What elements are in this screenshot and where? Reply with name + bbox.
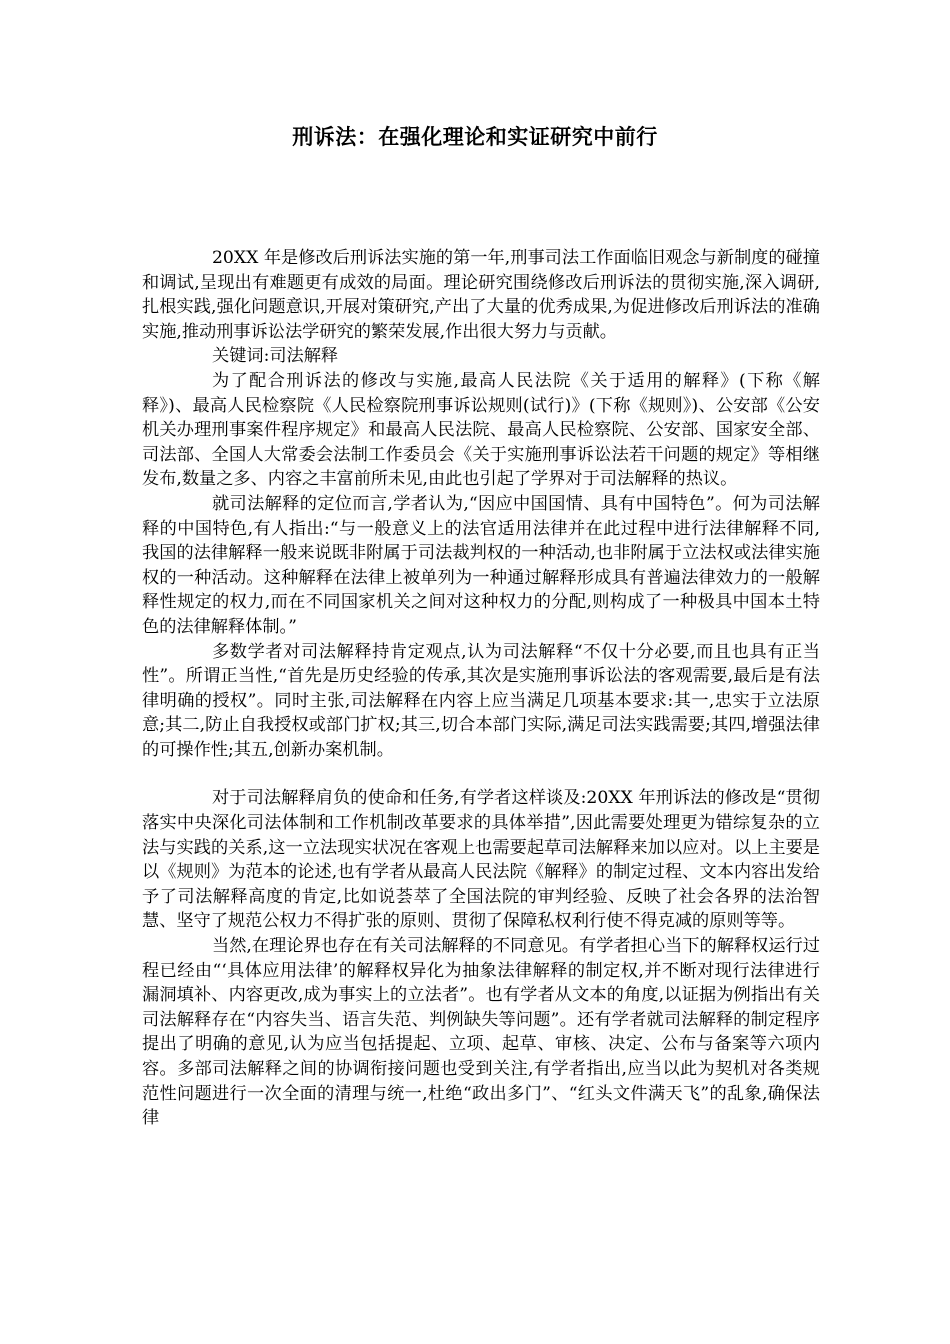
paragraph-spacer xyxy=(142,762,820,786)
paragraph-legitimacy: 多数学者对司法解释持肯定观点,认为司法解释“不仅十分必要,而且也具有正当性”。所谓正当性,“首先是历史经验的传承,其次是实施刑事诉讼法的客观需要,最后是有法律明确的授权”。同时主张,司法解释在内容上应当满足几项基本要求:其一,忠实于立法原意;其二,防止自我授权或部门扩权;其三,切合本部门实际,满足司法实践需要;其四,增强法律的可操作性;其五,创新办案机制。 xyxy=(142,641,820,760)
paragraph-keywords: 关键词:司法解释 xyxy=(212,346,339,367)
document-title: 刑诉法：在强化理论和实证研究中前行 xyxy=(292,125,658,149)
document-body xyxy=(142,246,820,1131)
paragraph-criticism: 当然,在理论界也存在有关司法解释的不同意见。有学者担心当下的解释权运行过程已经由“‘具体应用法律’的解释权异化为抽象法律解释的制定权,并不断对现行法律进行漏洞填补、内容更改,成为事实上的立法者”。也有学者从文本的角度,以证据为例指出有关司法解释存在“内容失当、语言失范、判例缺失等问题”。还有学者就司法解释的制定程序提出了明确的意见,认为应当包括提起、立项、起草、审核、决定、公布与备案等六项内容。多部司法解释之间的协调衔接问题也受到关注,有学者指出,应当以此为契机对各类规范性问题进行一次全面的清理与统一,杜绝“政出多门”、“红头文件满天飞”的乱象,确保法律 xyxy=(142,936,820,1129)
paragraph-intro: 20XX 年是修改后刑诉法实施的第一年,刑事司法工作面临旧观念与新制度的碰撞和调试,呈现出有难题更有成效的局面。理论研究围绕修改后刑诉法的贯彻实施,深入调研,扎根实践,强化问题意识,开展对策研究,产出了大量的优秀成果,为促进修改后刑诉法的准确实施,推动刑事诉讼法学研究的繁荣发展,作出很大努力与贡献。 xyxy=(142,248,820,342)
paragraph-positioning: 就司法解释的定位而言,学者认为,“因应中国国情、具有中国特色”。何为司法解释的中国特色,有人指出:“与一般意义上的法官适用法律并在此过程中进行法律解释不同,我国的法律解释一般来说既非附属于司法裁判权的一种活动,也非附属于立法权或法律实施权的一种活动。这种解释在法律上被单列为一种通过解释形成具有普遍法律效力的一般解释性规定的权力,而在不同国家机关之间对这种权力的分配,则构成了一种极具中国本土特色的法律解释体制。” xyxy=(142,493,820,637)
paragraph-mission: 对于司法解释肩负的使命和任务,有学者这样谈及:20XX 年刑诉法的修改是“贯彻落实中央深化司法体制和工作机制改革要求的具体举措”,因此需要处理更为错综复杂的立法与实践的关系,这一立法现实状况在客观上也需要起草司法解释来加以应对。以上主要是以《规则》为范本的论述,也有学者从最高人民法院《解释》的制定过程、文本内容出发给予了司法解释高度的肯定,比如说荟萃了全国法院的审判经验、反映了社会各界的法治智慧、坚守了规范公权力不得扩张的原则、贯彻了保障私权利行使不得克减的原则等等。 xyxy=(142,788,820,932)
paragraph-background: 为了配合刑诉法的修改与实施,最高人民法院《关于适用的解释》(下称《解释》)、最高人民检察院《人民检察院刑事诉讼规则(试行)》(下称《规则》)、公安部《公安机关办理刑事案件程序规定》和最高人民法院、最高人民检察院、公安部、国家安全部、司法部、全国人大常委会法制工作委员会《关于实施刑事诉讼法若干问题的规定》等相继发布,数量之多、内容之丰富前所未见,由此也引起了学界对于司法解释的热议。 xyxy=(142,370,820,490)
